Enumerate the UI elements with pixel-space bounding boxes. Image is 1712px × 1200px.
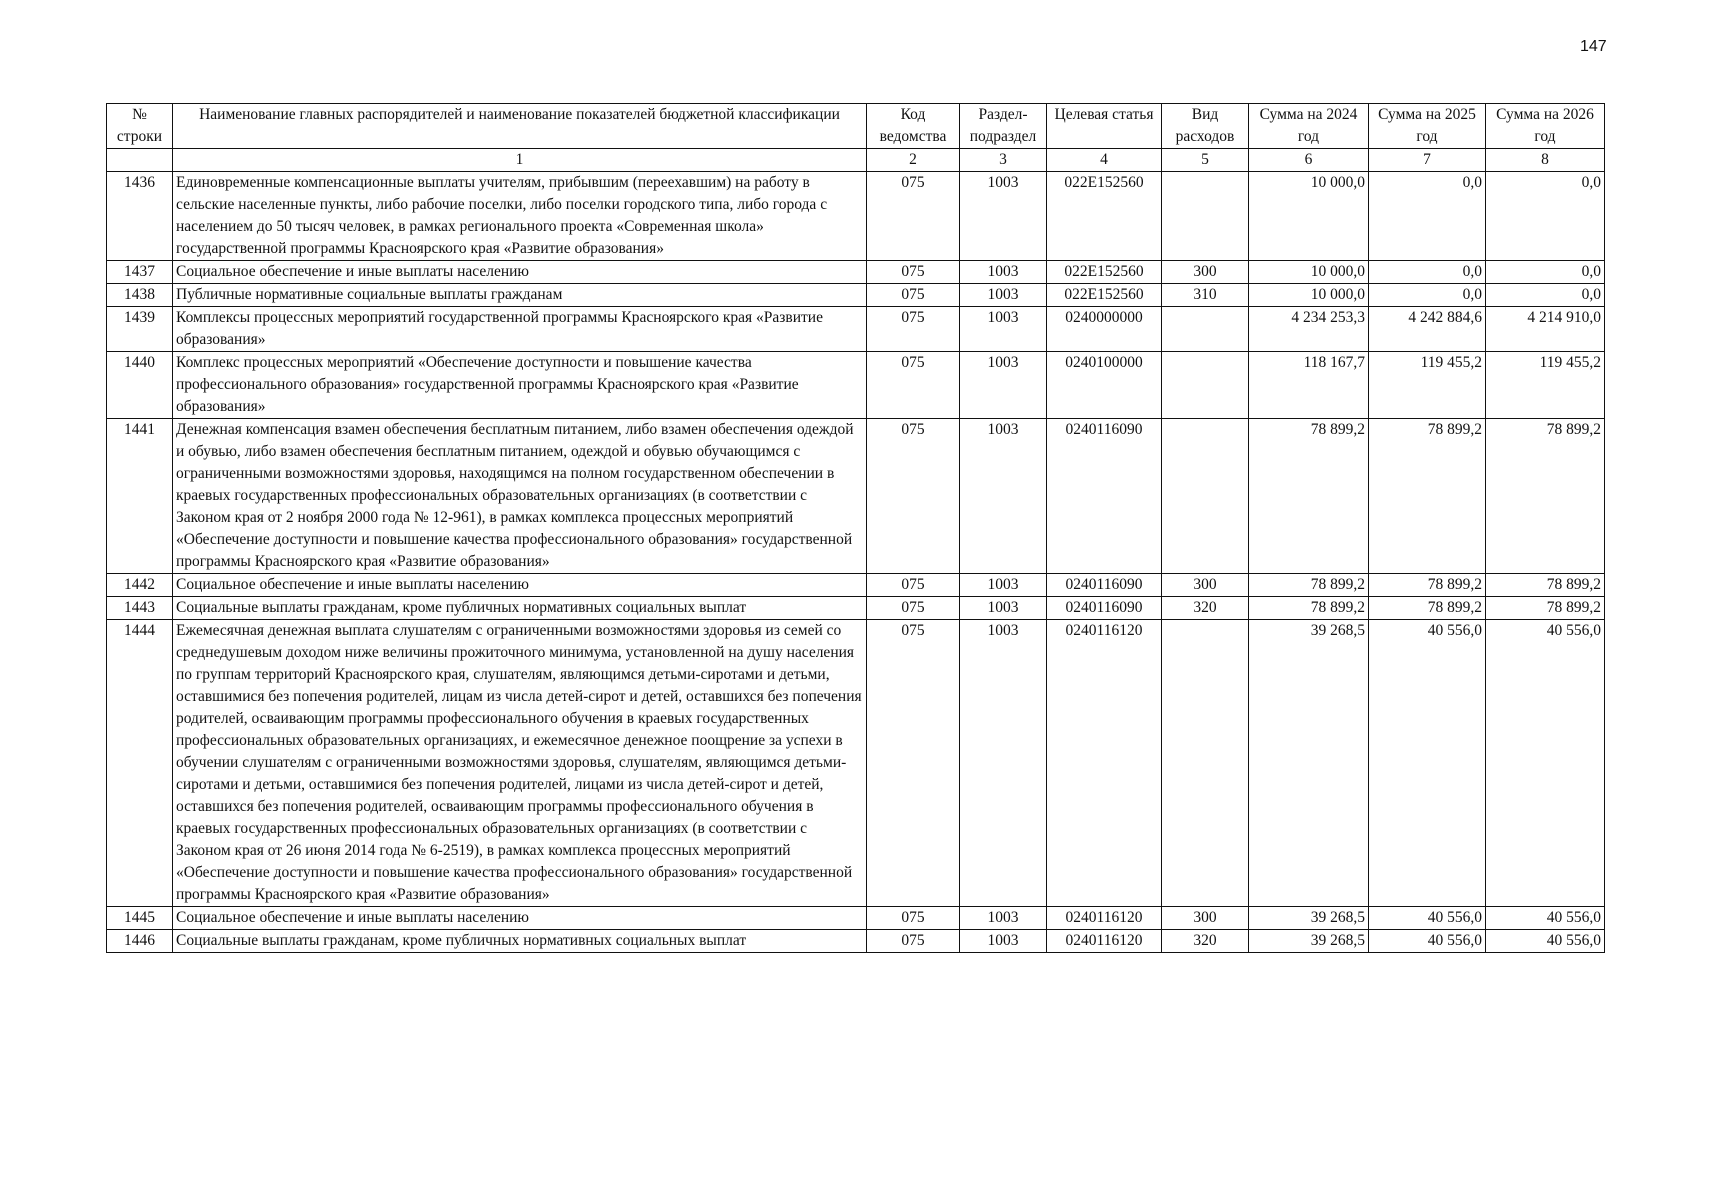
cell-ved-code: 075 bbox=[867, 907, 960, 930]
column-number-sum-2026: 8 bbox=[1486, 149, 1605, 172]
cell-ved-code: 075 bbox=[867, 172, 960, 261]
table-row bbox=[107, 907, 1605, 930]
cell-sum-2026: 78 899,2 bbox=[1486, 597, 1605, 620]
budget-table bbox=[106, 103, 1605, 953]
cell-sum-2024: 78 899,2 bbox=[1249, 574, 1369, 597]
cell-sum-2026: 40 556,0 bbox=[1486, 930, 1605, 953]
cell-sum-2025: 78 899,2 bbox=[1369, 597, 1486, 620]
cell-row-number: 1442 bbox=[107, 574, 173, 597]
cell-row-number: 1443 bbox=[107, 597, 173, 620]
cell-row-number: 1436 bbox=[107, 172, 173, 261]
cell-expense-type bbox=[1162, 172, 1249, 261]
cell-target-article: 0240100000 bbox=[1047, 352, 1162, 419]
page-number: 147 bbox=[1580, 38, 1607, 55]
table-row bbox=[107, 620, 1605, 907]
cell-expense-type: 320 bbox=[1162, 930, 1249, 953]
cell-sum-2026: 40 556,0 bbox=[1486, 907, 1605, 930]
table-row bbox=[107, 597, 1605, 620]
cell-section-code: 1003 bbox=[960, 930, 1047, 953]
cell-name: Социальное обеспечение и иные выплаты населению bbox=[173, 261, 867, 284]
cell-name: Социальное обеспечение и иные выплаты населению bbox=[173, 907, 867, 930]
cell-sum-2026: 119 455,2 bbox=[1486, 352, 1605, 419]
cell-section-code: 1003 bbox=[960, 597, 1047, 620]
header-sum-2025: Сумма на 2025 год bbox=[1369, 104, 1486, 149]
cell-sum-2024: 4 234 253,3 bbox=[1249, 307, 1369, 352]
cell-name: Публичные нормативные социальные выплаты гражданам bbox=[173, 284, 867, 307]
cell-section-code: 1003 bbox=[960, 574, 1047, 597]
cell-expense-type: 320 bbox=[1162, 597, 1249, 620]
header-name: Наименование главных распорядителей и наименование показателей бюджетной классификации bbox=[173, 104, 867, 149]
cell-name: Единовременные компенсационные выплаты учителям, прибывшим (переехавшим) на работу в сельские населенные пункты, либо рабочие поселки, либо поселки городского типа, либо города с населением до 50 тысяч человек, в рамках регионального проекта «Современная школа» государственной программы Красноярского края «Развитие образования» bbox=[173, 172, 867, 261]
cell-ved-code: 075 bbox=[867, 352, 960, 419]
cell-name: Социальные выплаты гражданам, кроме публичных нормативных социальных выплат bbox=[173, 930, 867, 953]
cell-sum-2025: 78 899,2 bbox=[1369, 574, 1486, 597]
cell-sum-2024: 10 000,0 bbox=[1249, 284, 1369, 307]
cell-name: Социальное обеспечение и иные выплаты населению bbox=[173, 574, 867, 597]
cell-section-code: 1003 bbox=[960, 907, 1047, 930]
column-number-section-code: 3 bbox=[960, 149, 1047, 172]
cell-expense-type bbox=[1162, 352, 1249, 419]
cell-section-code: 1003 bbox=[960, 172, 1047, 261]
cell-sum-2024: 78 899,2 bbox=[1249, 419, 1369, 574]
column-number-row-number bbox=[107, 149, 173, 172]
cell-target-article: 0240116090 bbox=[1047, 419, 1162, 574]
cell-sum-2024: 39 268,5 bbox=[1249, 930, 1369, 953]
header-row bbox=[107, 104, 1605, 149]
cell-sum-2026: 0,0 bbox=[1486, 172, 1605, 261]
cell-sum-2026: 0,0 bbox=[1486, 284, 1605, 307]
cell-sum-2026: 40 556,0 bbox=[1486, 620, 1605, 907]
header-expense-type: Вид расходов bbox=[1162, 104, 1249, 149]
cell-sum-2025: 0,0 bbox=[1369, 284, 1486, 307]
column-number-name: 1 bbox=[173, 149, 867, 172]
header-target-article: Целевая статья bbox=[1047, 104, 1162, 149]
header-sum-2024: Сумма на 2024 год bbox=[1249, 104, 1369, 149]
cell-sum-2026: 78 899,2 bbox=[1486, 574, 1605, 597]
cell-ved-code: 075 bbox=[867, 419, 960, 574]
cell-sum-2025: 0,0 bbox=[1369, 172, 1486, 261]
cell-expense-type: 300 bbox=[1162, 574, 1249, 597]
cell-sum-2025: 119 455,2 bbox=[1369, 352, 1486, 419]
cell-ved-code: 075 bbox=[867, 930, 960, 953]
cell-sum-2024: 39 268,5 bbox=[1249, 620, 1369, 907]
cell-section-code: 1003 bbox=[960, 307, 1047, 352]
cell-ved-code: 075 bbox=[867, 574, 960, 597]
cell-name: Социальные выплаты гражданам, кроме публичных нормативных социальных выплат bbox=[173, 597, 867, 620]
table-row bbox=[107, 261, 1605, 284]
column-number-expense-type: 5 bbox=[1162, 149, 1249, 172]
cell-target-article: 0240116120 bbox=[1047, 930, 1162, 953]
cell-sum-2025: 40 556,0 bbox=[1369, 930, 1486, 953]
cell-section-code: 1003 bbox=[960, 261, 1047, 284]
cell-target-article: 0240116090 bbox=[1047, 574, 1162, 597]
cell-row-number: 1444 bbox=[107, 620, 173, 907]
column-number-ved-code: 2 bbox=[867, 149, 960, 172]
column-number-sum-2024: 6 bbox=[1249, 149, 1369, 172]
cell-ved-code: 075 bbox=[867, 284, 960, 307]
cell-expense-type: 300 bbox=[1162, 907, 1249, 930]
table-row bbox=[107, 284, 1605, 307]
cell-section-code: 1003 bbox=[960, 352, 1047, 419]
cell-name: Комплекс процессных мероприятий «Обеспечение доступности и повышение качества профессионального образования» государственной программы Красноярского края «Развитие образования» bbox=[173, 352, 867, 419]
cell-expense-type: 300 bbox=[1162, 261, 1249, 284]
cell-row-number: 1441 bbox=[107, 419, 173, 574]
cell-row-number: 1437 bbox=[107, 261, 173, 284]
table-row bbox=[107, 307, 1605, 352]
cell-sum-2024: 78 899,2 bbox=[1249, 597, 1369, 620]
cell-target-article: 022E152560 bbox=[1047, 172, 1162, 261]
header-row-number: № строки bbox=[107, 104, 173, 149]
cell-section-code: 1003 bbox=[960, 620, 1047, 907]
cell-target-article: 0240116120 bbox=[1047, 620, 1162, 907]
cell-sum-2025: 4 242 884,6 bbox=[1369, 307, 1486, 352]
cell-ved-code: 075 bbox=[867, 620, 960, 907]
cell-expense-type bbox=[1162, 307, 1249, 352]
cell-row-number: 1446 bbox=[107, 930, 173, 953]
table-row bbox=[107, 172, 1605, 261]
cell-target-article: 022E152560 bbox=[1047, 284, 1162, 307]
cell-target-article: 022E152560 bbox=[1047, 261, 1162, 284]
cell-ved-code: 075 bbox=[867, 261, 960, 284]
cell-name: Денежная компенсация взамен обеспечения бесплатным питанием, либо взамен обеспечения одеждой и обувью, либо взамен обеспечения бесплатным питанием, одеждой и обувью обучающимся с ограниченными возможностями здоровья, находящимся на полном государственном обеспечении в краевых государственных профессиональных образовательных организациях (в соответствии с Законом края от 2 ноября 2000 года № 12-961), в рамках комплекса процессных мероприятий «Обеспечение доступности и повышение качества профессионального образования» государственной программы Красноярского края «Развитие образования» bbox=[173, 419, 867, 574]
table-row bbox=[107, 574, 1605, 597]
cell-target-article: 0240116090 bbox=[1047, 597, 1162, 620]
cell-name: Ежемесячная денежная выплата слушателям с ограниченными возможностями здоровья из семей со среднедушевым доходом ниже величины прожиточного минимума, установленной на душу населения по группам территорий Красноярского края, слушателям, являющимся детьми-сиротами и детьми, оставшимися без попечения родителей, лицам из числа детей-сирот и детей, оставшихся без попечения родителей, осваивающим программы профессионального обучения в краевых государственных профессиональных образовательных организациях, и ежемесячное денежное поощрение за успехи в обучении слушателям с ограниченными возможностями здоровья, слушателям, являющимся детьми-сиротами и детьми, оставшимися без попечения родителей, лицами из числа детей-сирот и детей, оставшихся без попечения родителей, осваивающим программы профессионального обучения в краевых государственных профессиональных образовательных организациях (в соответствии с Законом края от 26 июня 2014 года № 6-2519), в рамках комплекса процессных мероприятий «Обеспечение доступности и повышение качества профессионального образования» государственной программы Красноярского края «Развитие образования» bbox=[173, 620, 867, 907]
cell-row-number: 1440 bbox=[107, 352, 173, 419]
cell-sum-2024: 118 167,7 bbox=[1249, 352, 1369, 419]
cell-sum-2024: 10 000,0 bbox=[1249, 172, 1369, 261]
header-sum-2026: Сумма на 2026 год bbox=[1486, 104, 1605, 149]
column-number-sum-2025: 7 bbox=[1369, 149, 1486, 172]
cell-sum-2024: 39 268,5 bbox=[1249, 907, 1369, 930]
cell-name: Комплексы процессных мероприятий государственной программы Красноярского края «Развитие образования» bbox=[173, 307, 867, 352]
header-section-code: Раздел-подраздел bbox=[960, 104, 1047, 149]
cell-target-article: 0240116120 bbox=[1047, 907, 1162, 930]
cell-sum-2026: 78 899,2 bbox=[1486, 419, 1605, 574]
cell-expense-type bbox=[1162, 419, 1249, 574]
cell-section-code: 1003 bbox=[960, 284, 1047, 307]
cell-sum-2025: 78 899,2 bbox=[1369, 419, 1486, 574]
cell-sum-2025: 40 556,0 bbox=[1369, 907, 1486, 930]
cell-row-number: 1445 bbox=[107, 907, 173, 930]
cell-section-code: 1003 bbox=[960, 419, 1047, 574]
cell-sum-2025: 0,0 bbox=[1369, 261, 1486, 284]
cell-expense-type: 310 bbox=[1162, 284, 1249, 307]
header-ved-code: Код ведомства bbox=[867, 104, 960, 149]
column-number-target-article: 4 bbox=[1047, 149, 1162, 172]
table-row bbox=[107, 352, 1605, 419]
cell-expense-type bbox=[1162, 620, 1249, 907]
column-number-row bbox=[107, 149, 1605, 172]
cell-row-number: 1439 bbox=[107, 307, 173, 352]
cell-sum-2025: 40 556,0 bbox=[1369, 620, 1486, 907]
cell-ved-code: 075 bbox=[867, 597, 960, 620]
cell-row-number: 1438 bbox=[107, 284, 173, 307]
cell-sum-2026: 0,0 bbox=[1486, 261, 1605, 284]
table-row bbox=[107, 419, 1605, 574]
cell-target-article: 0240000000 bbox=[1047, 307, 1162, 352]
table-row bbox=[107, 930, 1605, 953]
cell-sum-2026: 4 214 910,0 bbox=[1486, 307, 1605, 352]
cell-sum-2024: 10 000,0 bbox=[1249, 261, 1369, 284]
cell-ved-code: 075 bbox=[867, 307, 960, 352]
